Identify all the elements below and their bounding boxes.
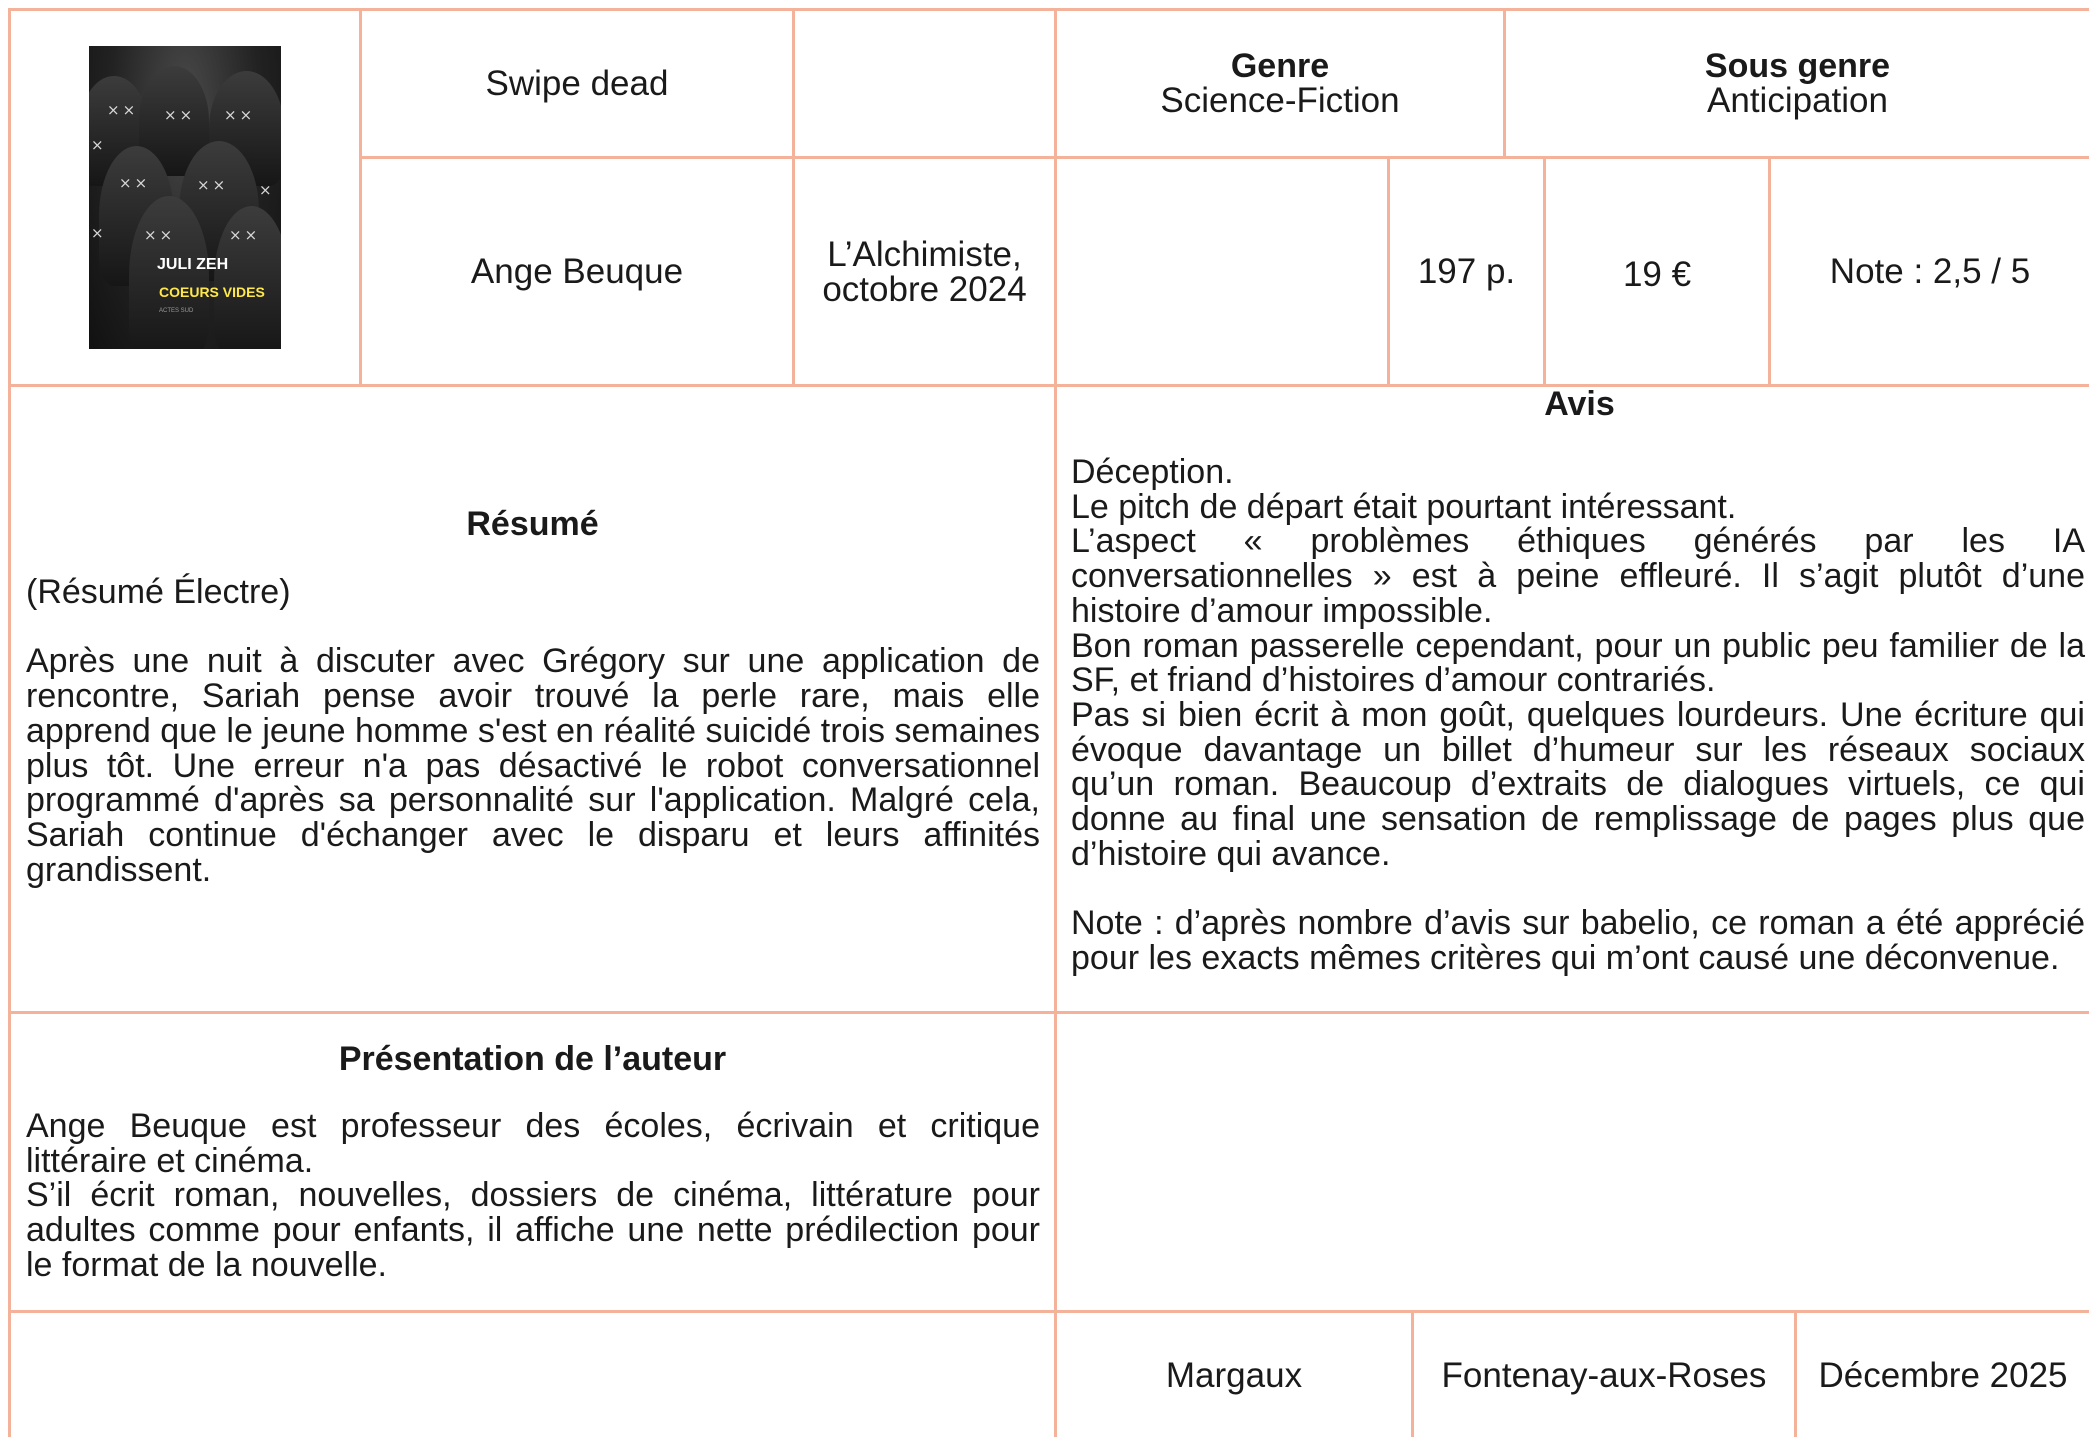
author-bio-heading: Présentation de l’auteur bbox=[338, 1040, 727, 1078]
review-text: Déception. Le pitch de départ était pourtant intéressant. L’aspect « problèmes éthiques générés par les IA conversationnelles » est à peine effleuré. Il s’agit plutôt d’une histoire d’amour impossible. Bon roman passerelle cependant, pour un public peu familier de la SF, et friand d’histoires d’amour contrariés. Pas si bien écrit à mon goût, quelques lourdeurs. Une écriture qui évoque davantage un billet d’humeur sur les réseaux sociaux qu’un roman. Beaucoup d’extraits de dialogues virtuels, ce qui donne au final une sensation de remplissage de pages plus que d’histoire qui avance. Note : d’après nombre d’avis sur babelio, ce roman a été apprécié pour les exacts mêmes critères qui m’ont causé une déconvenue. bbox=[1071, 453, 2085, 977]
empty-cell-top bbox=[795, 11, 1054, 156]
footer-empty-cell bbox=[11, 1313, 1054, 1437]
summary-heading: Résumé bbox=[466, 505, 599, 543]
genre-cell bbox=[1057, 11, 1503, 156]
summary-text: (Résumé Électre) Après une nuit à discuter avec Grégory sur une application de rencontre, Sariah pense avoir trouvé la perle rare, mais elle apprend que le jeune homme s'est en réalité suicidé trois semaines plus tôt. Une erreur n'a pas désactivé le robot conversationnel programmé d'après sa personnalité sur l'application. Malgré cela, Sariah continue d'échanger avec le disparu et leurs affinités grandissent. bbox=[26, 573, 1040, 889]
table-border-left bbox=[8, 8, 11, 1437]
author-cell bbox=[362, 159, 792, 384]
empty-cell-mid bbox=[1057, 159, 1387, 384]
pages-cell bbox=[1390, 159, 1543, 384]
location-cell bbox=[1414, 1313, 1794, 1437]
rating-cell bbox=[1771, 159, 2089, 384]
price-cell bbox=[1546, 159, 1768, 384]
publisher-date: L’Alchimiste, octobre 2024 bbox=[822, 234, 1027, 309]
cover-author: JULI ZEH bbox=[157, 256, 229, 273]
subgenre-value: Anticipation bbox=[1707, 81, 1888, 120]
review-heading: Avis bbox=[1544, 385, 1615, 423]
cover-publisher: ACTES SUD bbox=[159, 308, 194, 314]
date-cell bbox=[1797, 1313, 2089, 1437]
price: 19 € bbox=[1622, 255, 1692, 294]
reviewer-name: Margaux bbox=[1165, 1355, 1303, 1395]
author-bio-text: Ange Beuque est professeur des écoles, écrivain et critique littéraire et cinéma. S’il écrit roman, nouvelles, dossiers de cinéma, littérature pour adultes comme pour enfants, il affiche une nette prédilection pour le format de la nouvelle. bbox=[26, 1107, 1040, 1284]
table-border-row3 bbox=[8, 1011, 2089, 1014]
publisher-cell bbox=[795, 159, 1054, 384]
review-date: Décembre 2025 bbox=[1818, 1355, 2068, 1395]
genre-label: Genre bbox=[1230, 47, 1330, 85]
location: Fontenay-aux-Roses bbox=[1441, 1355, 1767, 1395]
cover-title: COEURS VIDES bbox=[159, 284, 265, 300]
subgenre-label: Sous genre bbox=[1704, 47, 1891, 85]
book-title: Swipe dead bbox=[485, 64, 669, 103]
subgenre-cell bbox=[1506, 11, 2089, 156]
genre-value: Science-Fiction bbox=[1160, 81, 1400, 120]
book-cover-image: ×× ×× ×× × ×× ×× × ×× ×× × JULI ZEH COEURS VIDES ACTES SUD bbox=[89, 46, 281, 349]
reviewer-cell bbox=[1057, 1313, 1411, 1437]
book-title-cell bbox=[362, 11, 792, 156]
rating: Note : 2,5 / 5 bbox=[1829, 252, 2031, 291]
author-name: Ange Beuque bbox=[470, 252, 684, 291]
page-count: 197 p. bbox=[1417, 252, 1516, 291]
